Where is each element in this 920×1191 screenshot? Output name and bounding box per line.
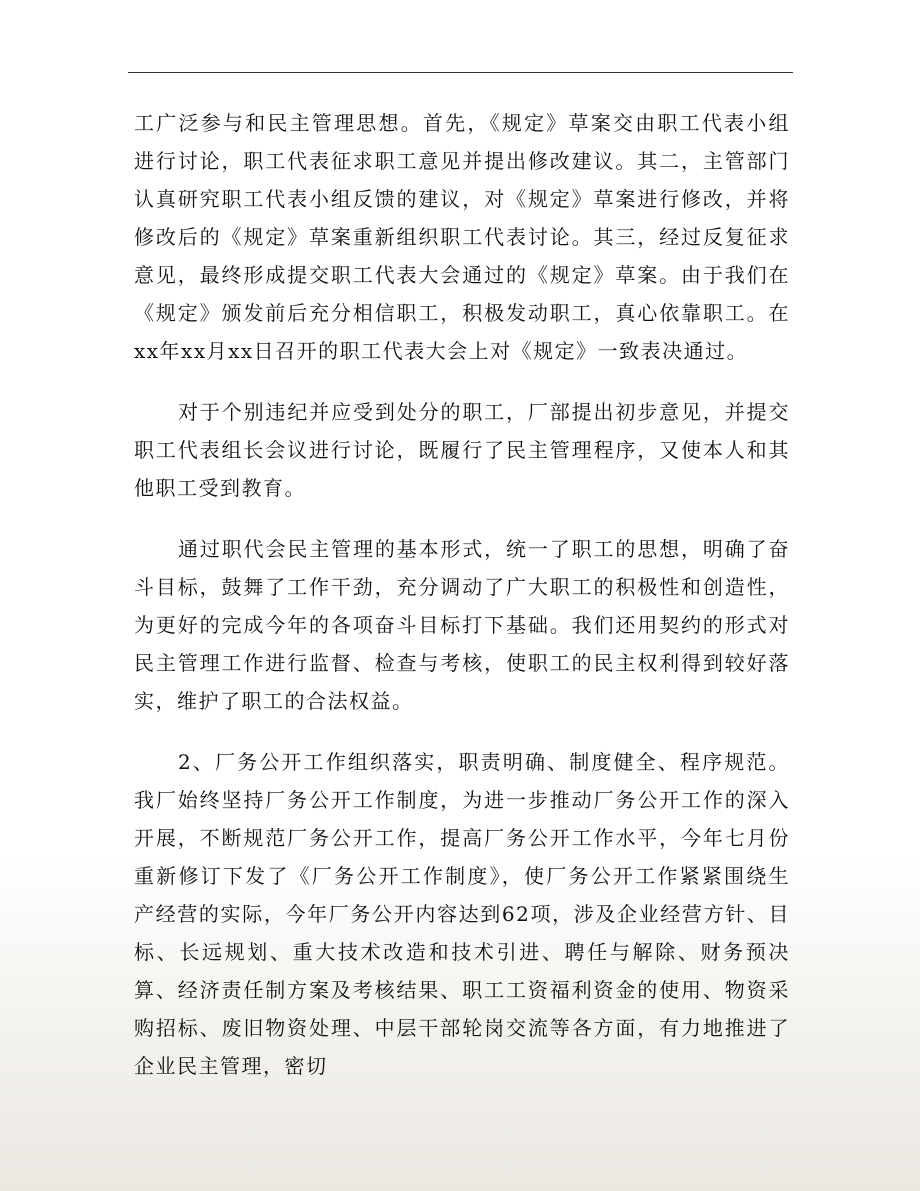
paragraph-2: 对于个别违纪并应受到处分的职工，厂部提出初步意见，并提交职工代表组长会议进行讨论，既履行了民主管理程序，又使本人和其他职工受到教育。 [134, 400, 790, 500]
header-rule [128, 72, 793, 73]
paragraph-1: 工广泛参与和民主管理思想。首先，《规定》草案交由职工代表小组进行讨论，职工代表征求职工意见并提出修改建议。其二，主管部门认真研究职工代表小组反馈的建议，对《规定》草案进行修改，并将修改后的《规定》草案重新组织职工代表讨论。其三，经过反复征求意见，最终形成提交职工代表大会通过的《规定》草案。由于我们在《规定》颁发前后充分相信职工，积极发动职工，真心依靠职工。在xx年xx月xx日召开的职工代表大会上对《规定》一致表决通过。 [134, 111, 790, 363]
document-body [134, 104, 790, 1108]
paragraph-4: 2、厂务公开工作组织落实，职责明确、制度健全、程序规范。我厂始终坚持厂务公开工作制度，为进一步推动厂务公开工作的深入开展，不断规范厂务公开工作，提高厂务公开工作水平，今年七月份重新修订下发了《厂务公开工作制度》，使厂务公开工作紧紧围绕生产经营的实际，今年厂务公开内容达到62项，涉及企业经营方针、目标、长远规划、重大技术改造和技术引进、聘任与解除、财务预决算、经济责任制方案及考核结果、职工工资福利资金的使用、物资采购招标、废旧物资处理、中层干部轮岗交流等各方面，有力地推进了企业民主管理，密切 [134, 750, 790, 1078]
paragraph-3: 通过职代会民主管理的基本形式，统一了职工的思想，明确了奋斗目标，鼓舞了工作干劲，充分调动了广大职工的积极性和创造性，为更好的完成今年的各项奋斗目标打下基础。我们还用契约的形式对民主管理工作进行监督、检查与考核，使职工的民主权利得到较好落实，维护了职工的合法权益。 [134, 537, 790, 713]
